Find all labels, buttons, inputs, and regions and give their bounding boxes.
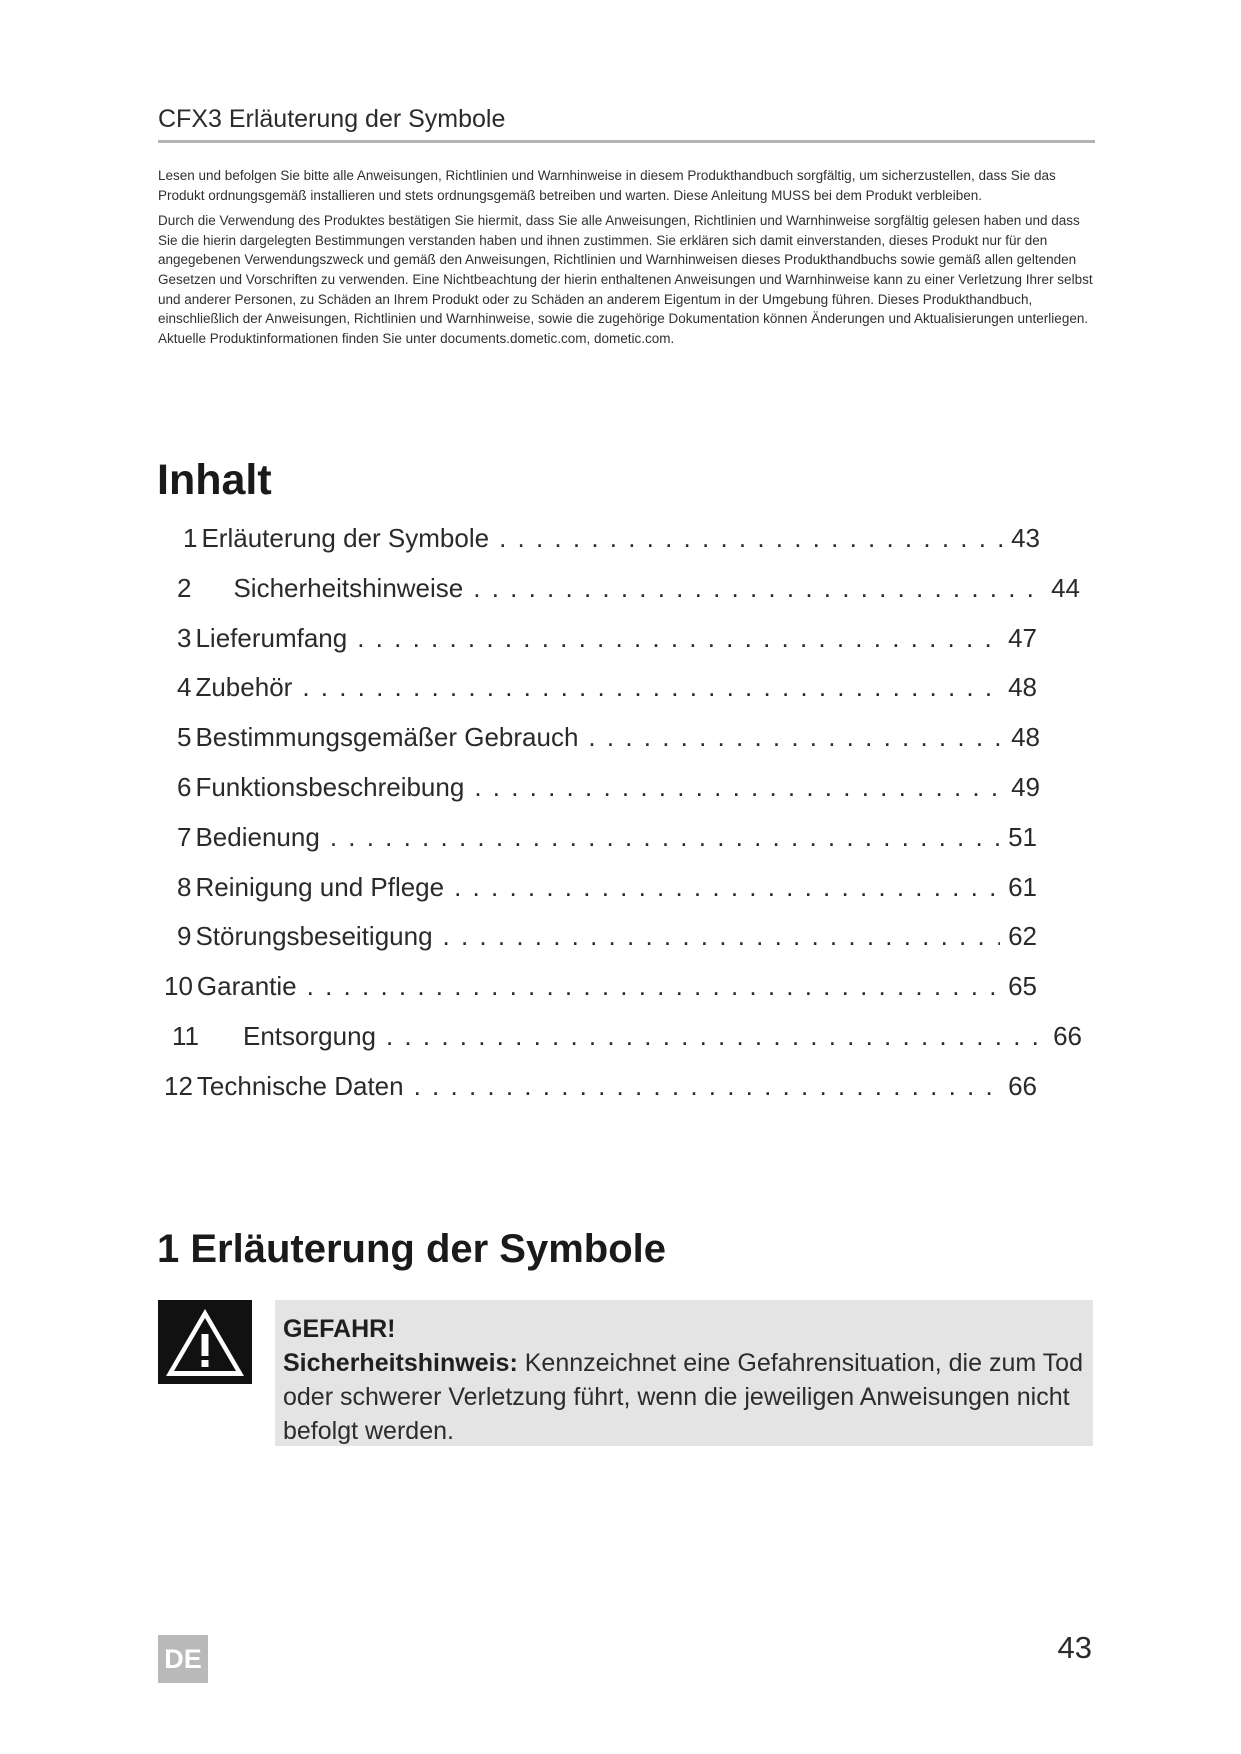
toc-entry[interactable] — [177, 917, 1037, 955]
toc-entry-number: 10 — [164, 971, 193, 1001]
toc-entry-title: Technische Daten — [196, 1071, 404, 1101]
toc-leader-dots — [473, 569, 1043, 607]
toc-leader-dots — [588, 718, 1003, 756]
toc-entry[interactable] — [177, 768, 1040, 806]
toc-leader-dots — [330, 818, 1000, 856]
toc-entry-page: 62 — [1008, 921, 1037, 951]
toc-entry-number: 11 — [172, 1021, 199, 1051]
toc-entry-title: Erläuterung der Symbole — [201, 523, 490, 553]
toc-entry-title: Bestimmungsgemäßer Gebrauch — [195, 722, 579, 752]
toc-entry-number: 12 — [164, 1071, 193, 1101]
toc-leader-dots — [357, 619, 1000, 657]
page-header — [158, 104, 1095, 143]
toc-entry-number: 3 — [177, 623, 192, 653]
toc-entry-title: Entsorgung — [243, 1021, 376, 1051]
toc-entry-page: 66 — [1053, 1021, 1082, 1051]
intro-text — [158, 166, 1095, 354]
toc-entry-page: 49 — [1011, 772, 1040, 802]
page-number: 43 — [1057, 1630, 1092, 1665]
toc-leader-dots — [302, 668, 1000, 706]
warning-title: GEFAHR! — [283, 1315, 396, 1343]
toc-entry-title: Bedienung — [195, 822, 320, 852]
toc-entry-number: 7 — [177, 822, 192, 852]
page-header-title: CFX3 Erläuterung der Symbole — [158, 105, 506, 133]
toc-entry-title: Sicherheitshinweise — [233, 573, 464, 603]
toc-entry-title: Störungsbeseitigung — [195, 921, 433, 951]
toc-entry-title: Zubehör — [195, 672, 293, 702]
toc-entry[interactable] — [177, 569, 1080, 607]
toc-entry[interactable] — [177, 718, 1040, 756]
toc-entry-page: 48 — [1011, 722, 1040, 752]
toc-leader-dots — [443, 917, 1001, 955]
toc-entry[interactable] — [177, 668, 1037, 706]
toc-leader-dots — [499, 519, 1003, 557]
toc-entry-page: 61 — [1008, 872, 1037, 902]
toc-entry[interactable] — [177, 818, 1037, 856]
toc-entry[interactable] — [164, 1067, 1037, 1105]
toc-entry-number: 1 — [183, 523, 198, 553]
toc-entry-page: 66 — [1008, 1071, 1037, 1101]
toc-leader-dots — [386, 1017, 1045, 1055]
section-heading: 1 Erläuterung der Symbole — [157, 1227, 667, 1271]
warning-lead: Sicherheitshinweis: — [283, 1349, 518, 1377]
toc-entry[interactable] — [177, 619, 1037, 657]
toc-entry[interactable] — [164, 967, 1037, 1005]
intro-paragraph-1: Lesen und befolgen Sie bitte alle Anweisungen, Richtlinien und Warnhinweise in diesem Produkthandbuch sorgfältig, um sicherzustellen, dass Sie das Produkt ordnungsgemäß installieren und stets ordnungsgemäß betreiben und warten. Diese Anleitung MUSS bei dem Produkt verbleiben. — [158, 168, 1056, 203]
toc-leader-dots — [474, 768, 1003, 806]
toc-heading: Inhalt — [157, 456, 272, 504]
toc-entry-page: 44 — [1051, 573, 1080, 603]
toc-entry-title: Lieferumfang — [195, 623, 348, 653]
toc-entry-page: 65 — [1008, 971, 1037, 1001]
toc-entry-title: Reinigung und Pflege — [195, 872, 445, 902]
toc-entry-page: 47 — [1008, 623, 1037, 653]
toc-entry-page: 51 — [1008, 822, 1037, 852]
toc-entry-number: 2 — [177, 573, 192, 603]
toc-entry-number: 4 — [177, 672, 192, 702]
toc-leader-dots — [307, 967, 1000, 1005]
toc-entry-page: 43 — [1011, 523, 1040, 553]
warning-text: Kennzeichnet eine Gefahrensituation, die zum Tod oder schwerer Verletzung führt, wenn die jeweiligen Anweisungen nicht befolgt werden. — [283, 1349, 1083, 1445]
toc-entry-number: 9 — [177, 921, 192, 951]
toc-entry-number: 8 — [177, 872, 192, 902]
warning-box — [275, 1300, 1093, 1446]
toc-leader-dots — [454, 868, 1000, 906]
toc-entry-title: Funktionsbeschreibung — [195, 772, 465, 802]
toc-entry[interactable] — [172, 1017, 1082, 1055]
toc-entry-number: 6 — [177, 772, 192, 802]
toc-entry-title: Garantie — [196, 971, 297, 1001]
toc-entry-number: 5 — [177, 722, 192, 752]
warning-triangle-icon — [158, 1300, 252, 1384]
toc-entry-page: 48 — [1008, 672, 1037, 702]
toc-entry[interactable] — [177, 868, 1037, 906]
toc-entry[interactable] — [183, 519, 1040, 557]
toc-leader-dots — [414, 1067, 1000, 1105]
intro-paragraph-2: Durch die Verwendung des Produktes bestätigen Sie hiermit, dass Sie alle Anweisungen, Richtlinien und Warnhinweise sorgfältig gelesen haben und dass Sie die hierin dargelegten Bestimmungen verstanden haben und ihnen zustimmen. Sie erklären sich damit einverstanden, dieses Produkt nur für den angegebenen Verwendungszweck und gemäß den Anweisungen, Richtlinien und Warnhinweisen dieses Produkthandbuchs sowie gemäß allen geltenden Gesetzen und Vorschriften zu verwenden. Eine Nichtbeachtung der hierin enthaltenen Anweisungen und Warnhinweise kann zu einer Verletzung Ihrer selbst und anderer Personen, zu Schäden an Ihrem Produkt oder zu Schäden an anderem Eigentum in der Umgebung führen. Dieses Produkthandbuch, einschließlich der Anweisungen, Richtlinien und Warnhinweise, sowie die zugehörige Dokumentation können Änderungen und Aktualisierungen unterliegen. Aktuelle Produktinformationen finden Sie unter documents.dometic.com, dometic.com. — [158, 213, 1093, 346]
language-badge: DE — [158, 1635, 208, 1683]
